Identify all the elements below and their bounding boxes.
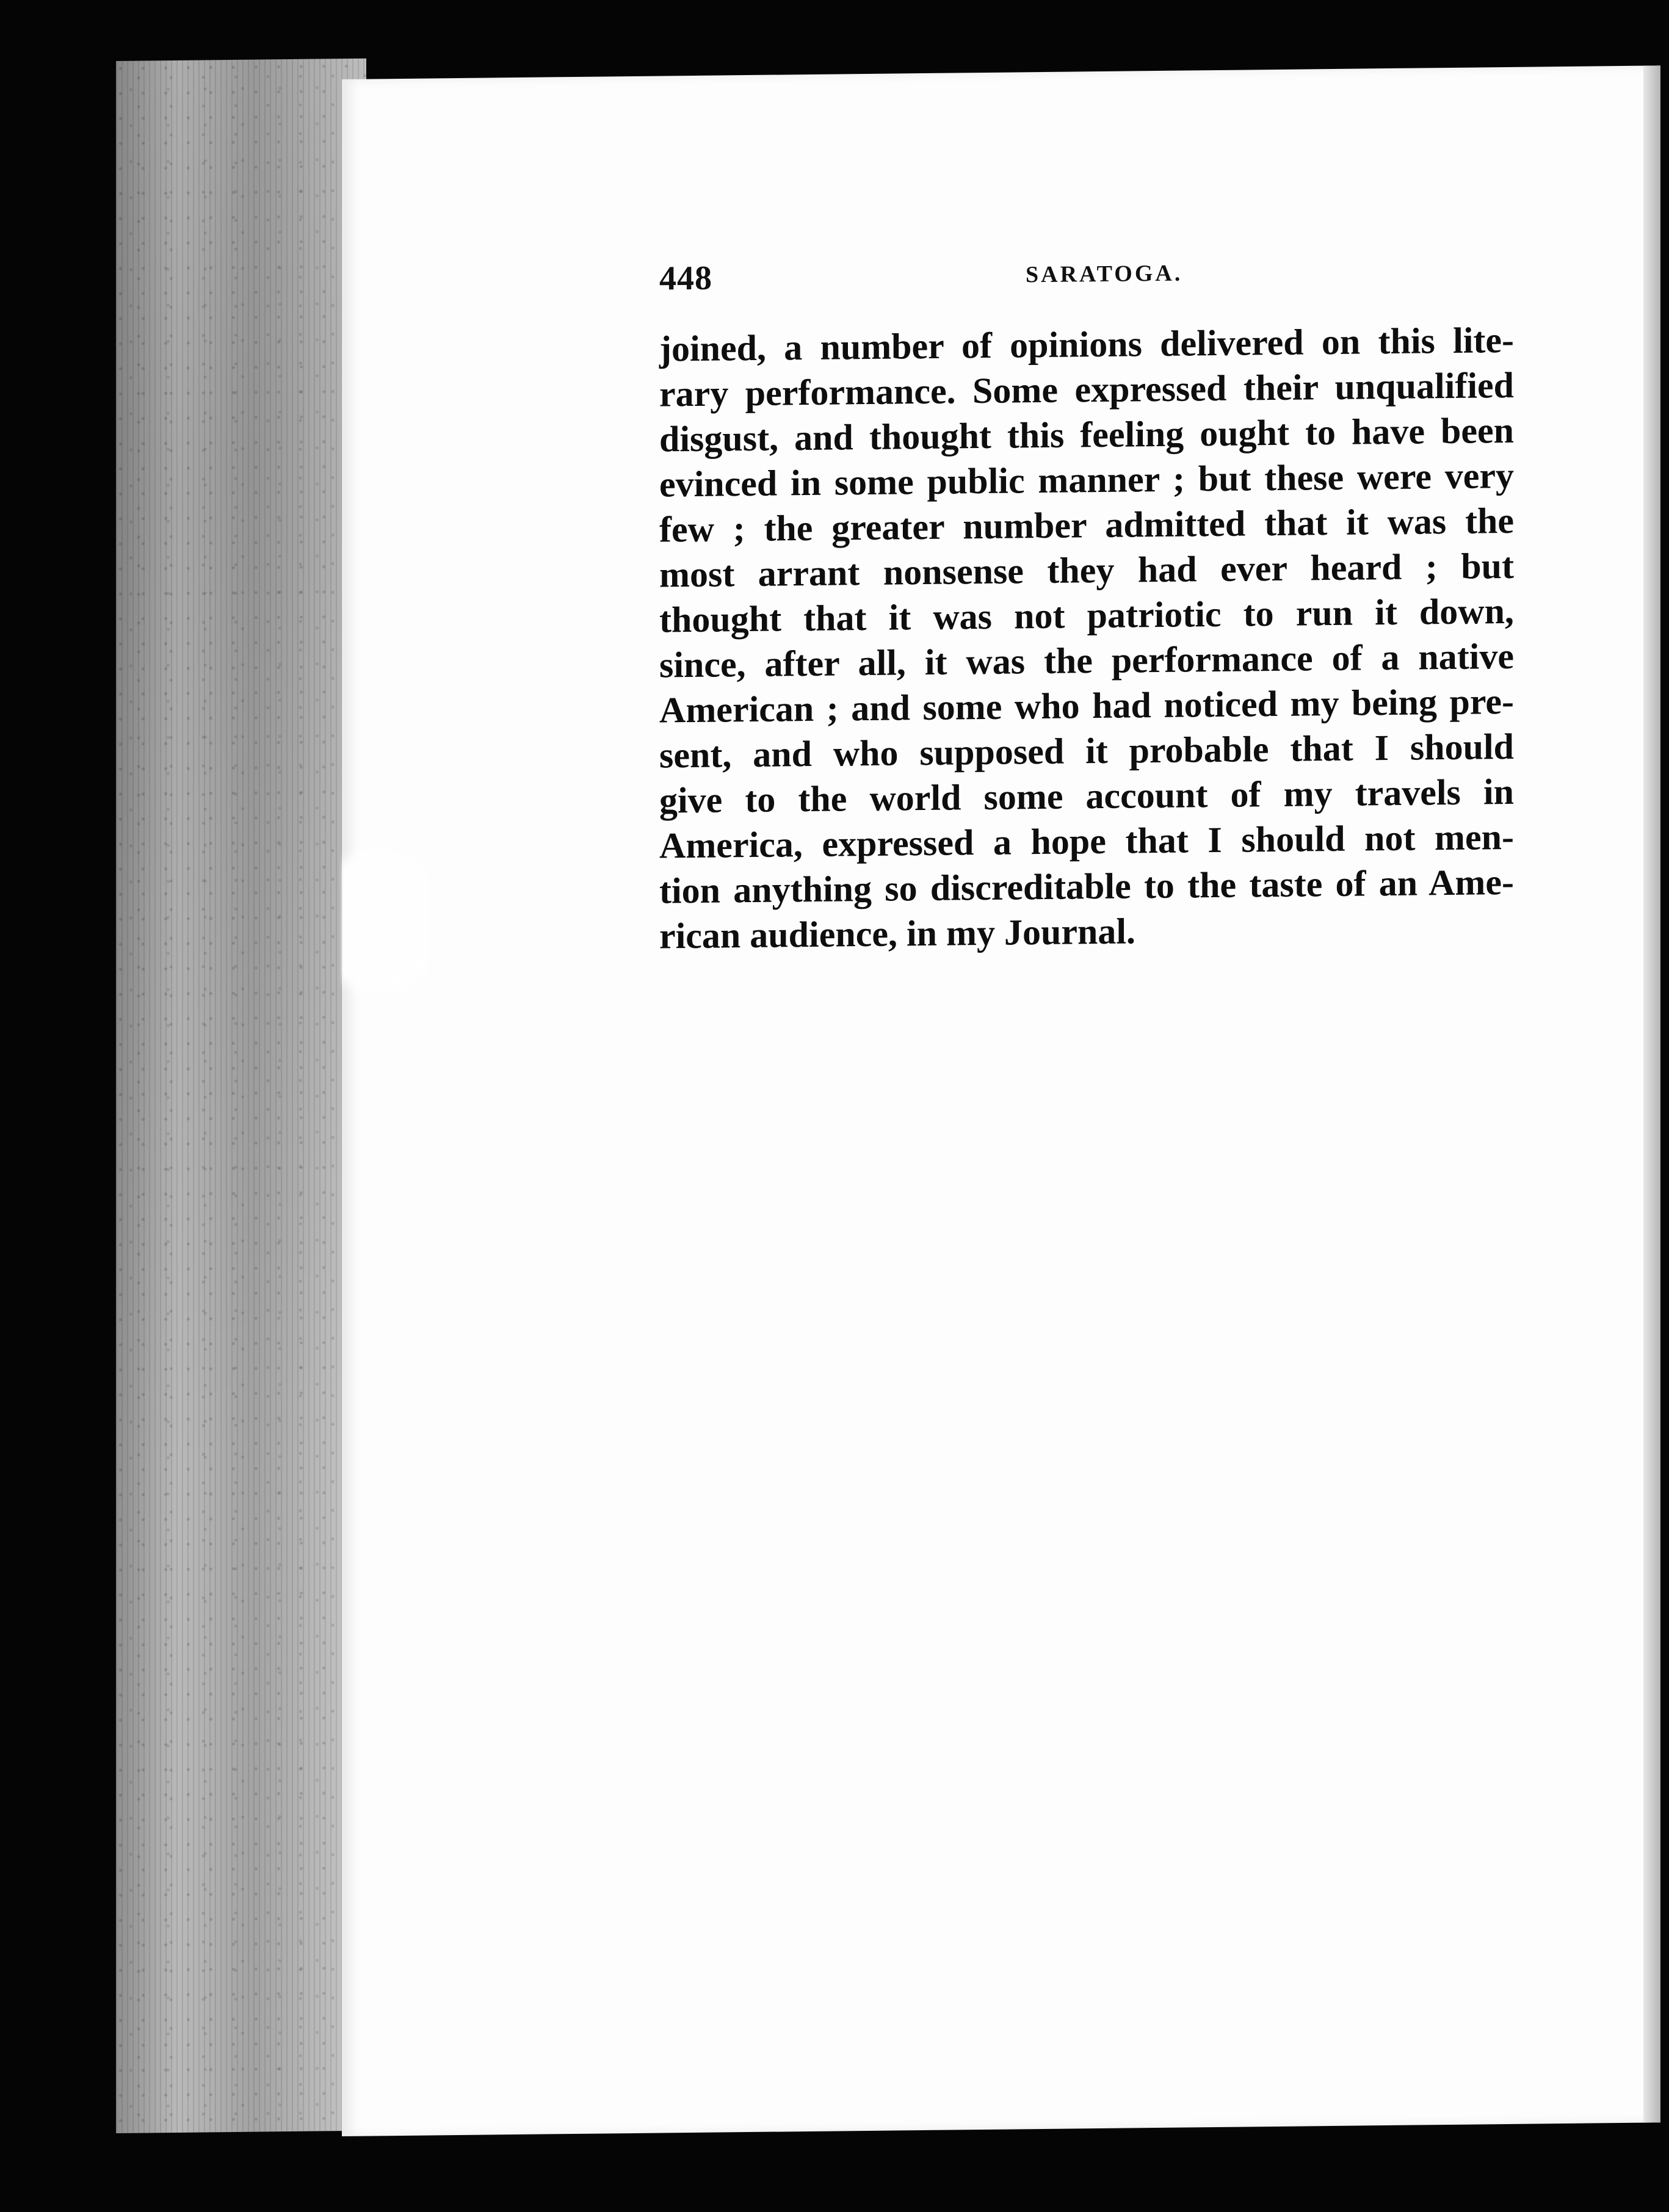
- body-text: [659, 317, 1514, 959]
- text-line: disgust, and thought this feeling ought to have been: [659, 410, 1514, 460]
- printed-page: [342, 65, 1660, 2136]
- text-line: American ; and some who had noticed my being pre-: [659, 681, 1514, 731]
- running-head: SARATOGA.: [1026, 260, 1183, 288]
- text-line: few ; the greater number admitted that it was the: [659, 500, 1514, 550]
- text-line: rican audience, in my Journal.: [659, 911, 1136, 956]
- text-line: America, expressed a hope that I should not men-: [659, 816, 1514, 866]
- text-line: thought that it was not patriotic to run it down,: [659, 590, 1514, 640]
- text-line: tion anything so discreditable to the taste of an Ame-: [659, 861, 1514, 911]
- page-header: [659, 253, 1294, 308]
- page-number: 448: [659, 259, 712, 298]
- page-right-edge: [1643, 65, 1660, 2122]
- text-line: rary performance. Some expressed their unqualified: [659, 364, 1514, 414]
- text-line: joined, a number of opinions delivered on this lite-: [659, 319, 1514, 369]
- text-line: sent, and who supposed it probable that I should: [659, 726, 1514, 776]
- page-fore-edge: [116, 59, 366, 2133]
- text-line: most arrant nonsense they had ever heard ; but: [659, 545, 1514, 595]
- text-line: since, after all, it was the performance of a native: [659, 635, 1514, 685]
- text-line: evinced in some public manner ; but these were very: [659, 455, 1514, 505]
- paper-tear-mark: [342, 824, 427, 1019]
- text-line: give to the world some account of my travels in: [659, 771, 1514, 821]
